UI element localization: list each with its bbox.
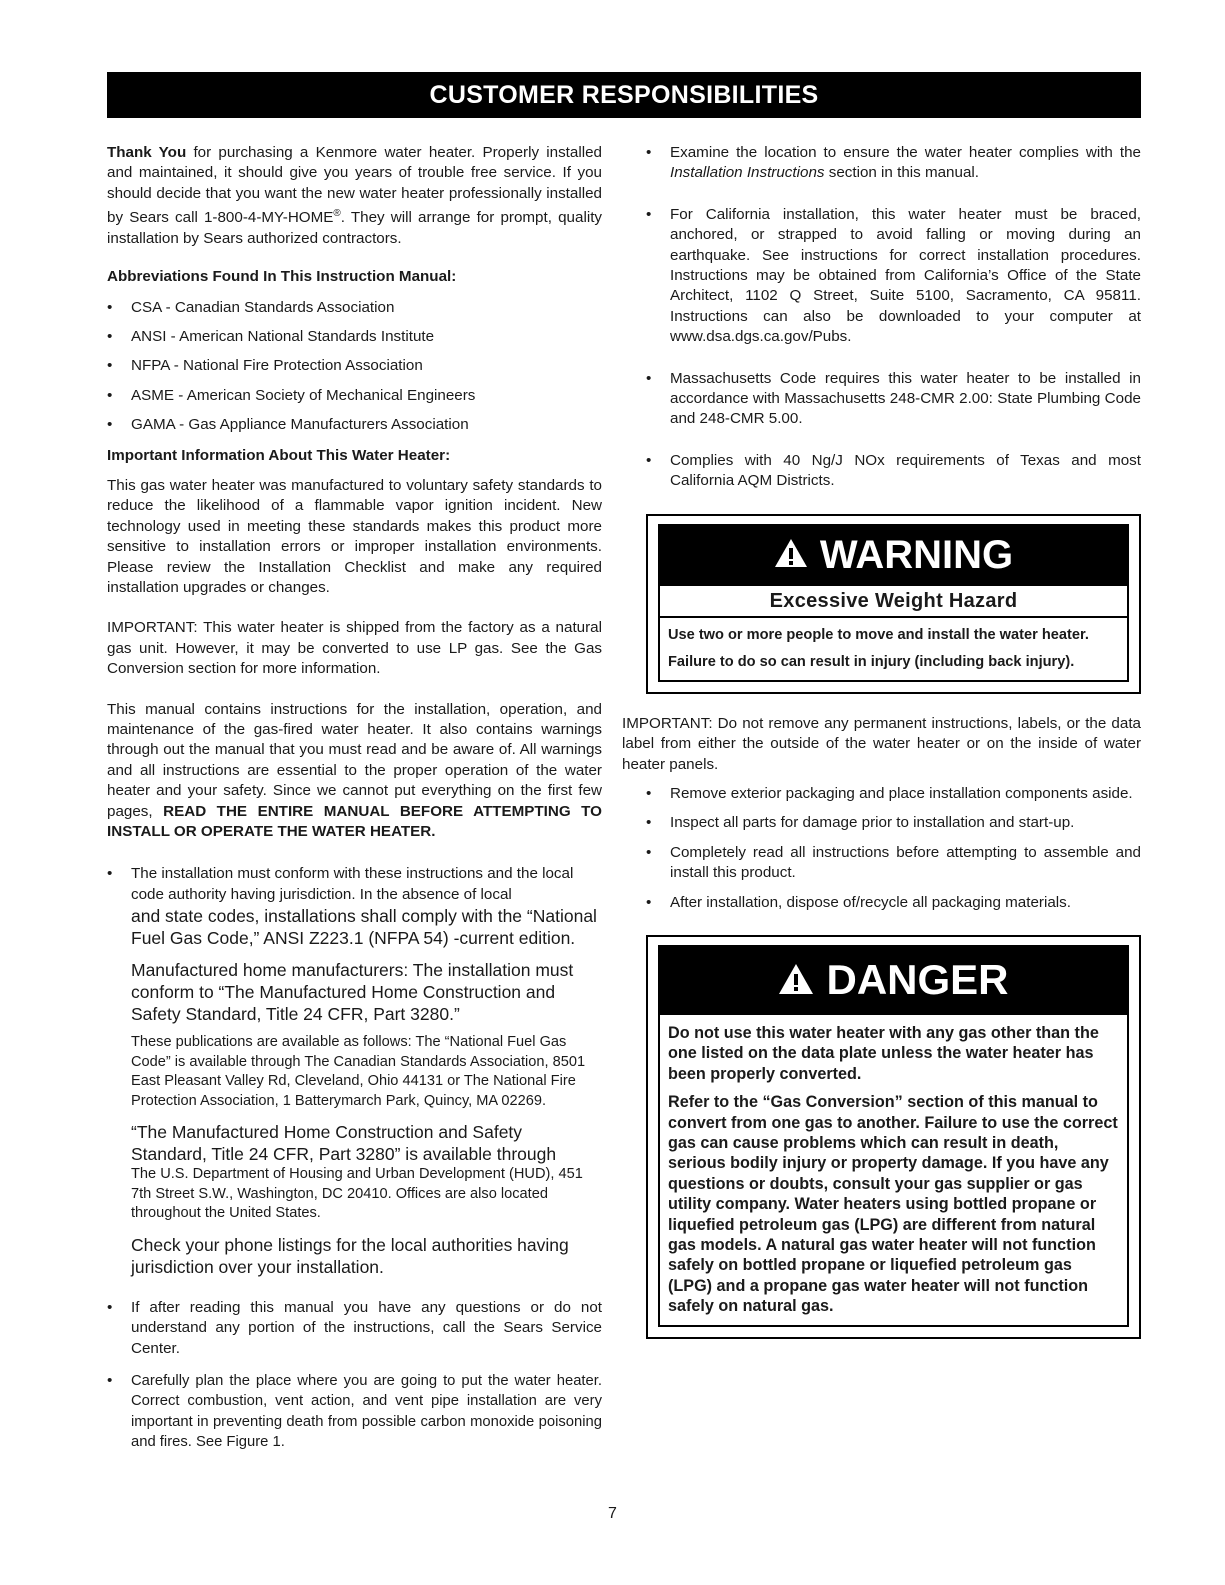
danger-title: DANGER [826, 955, 1009, 1003]
bullet-icon: • [107, 1298, 113, 1316]
list-item: • Carefully plan the place where you are going to put the water heater. Correct combustion, vent action, and vent pipe installation are very important in preventing death from possible carbon monoxide poisoning and fires. See Figure 1. [107, 1371, 602, 1451]
intro-paragraph [107, 143, 602, 249]
danger-title-bar [658, 945, 1129, 1015]
bullet-icon: • [646, 814, 652, 832]
intro-text: for purchasing a Kenmore water heater. Properly installed and maintained, it should give you years of trouble free service. If you should decide that you want the new water heater professionally installed by Sears call 1-800-4-MY-HOME [107, 144, 602, 227]
bullet-icon: • [107, 357, 113, 375]
list-item: • If after reading this manual you have any questions or do not understand any portion of the instructions, call the Sears Service Center. [107, 1298, 602, 1357]
warning-body [658, 618, 1129, 682]
list-item: • After installation, dispose of/recycle all packaging materials. [646, 893, 1141, 913]
right-bullet-list [646, 143, 1141, 492]
list-item: • CSA - Canadian Standards Association [107, 298, 602, 318]
warning-line-2: Failure to do so can result in injury (including back injury). [668, 653, 1075, 670]
intro-lead: Thank You [107, 144, 187, 161]
section-title: CUSTOMER RESPONSIBILITIES [429, 81, 819, 109]
left-bullet-list [107, 864, 602, 1452]
danger-paragraph-1: Do not use this water heater with any gas other than the one listed on the data plate unless the water heater has been properly converted. [668, 1023, 1099, 1083]
list-item: • GAMA - Gas Appliance Manufacturers Association [107, 415, 602, 435]
list-item: • Completely read all instructions before attempting to assemble and install this product. [646, 843, 1141, 882]
warning-title: WARNING [819, 532, 1014, 577]
important-info-p3-bold: READ THE ENTIRE MANUAL BEFORE ATTEMPTING TO INSTALL OR OPERATE THE WATER HEATER. [107, 802, 602, 841]
important-info-p1: This gas water heater was manufactured to voluntary safety standards to reduce the likelihood of a flammable vapor ignition incident. New technology used in meeting these standards makes this product more sensitive to installation errors or improper installation environments. Please review the Installation Checklist and make any required installation upgrades or changes. [107, 476, 602, 596]
list-item: • For California installation, this water heater must be braced, anchored, or strapped to avoid falling or moving during an earthquake. See instructions for correct installation procedures. Instructions may be obtained from California’s Office of the State Architect, 1102 Q Street, Suite 5100, Sacramento, CA 95811. Instructions can also be downloaded to your computer at www.dsa.dgs.ca.gov/Pubs. [646, 205, 1141, 346]
warning-box [646, 514, 1141, 694]
registered-mark: ® [333, 208, 341, 220]
bullet-icon: • [646, 784, 652, 802]
bullet-icon: • [646, 451, 652, 469]
bullet-icon: • [107, 865, 113, 883]
bullet-icon: • [107, 1371, 113, 1389]
list-item: • Examine the location to ensure the water heater complies with the Installation Instructions section in this manual. [646, 144, 1141, 182]
important-info-p2: IMPORTANT: This water heater is shipped from the factory as a natural gas unit. However, it may be converted to use LP gas. See the Gas Conversion section for more information. [107, 619, 602, 678]
packaging-list [646, 784, 1141, 913]
bullet-icon: • [646, 205, 652, 223]
list-item: • Remove exterior packaging and place installation components aside. [646, 784, 1141, 804]
bullet-icon: • [107, 298, 113, 316]
important-labels-paragraph: IMPORTANT: Do not remove any permanent instructions, labels, or the data label from either the outside of the water heater or on the inside of water heater panels. [622, 714, 1141, 773]
important-info-heading: Important Information About This Water Heater: [107, 446, 451, 464]
list-item: • Inspect all parts for damage prior to installation and start-up. [646, 813, 1141, 833]
danger-paragraph-2: Refer to the “Gas Conversion” section of this manual to convert from one gas to another. Failure to use the correct gas can cause problems which can result in death, serious bodily injury or property damage. If you have any questions or doubts, consult your gas supplier or gas utility company. Water heaters using bottled propane or liquefied petroleum gas (LPG) are different from natural gas models. A natural gas water heater will not function safely on bottled propane or liquefied petroleum gas (LPG) and a propane gas water heater will not function safely on natural gas. [668, 1093, 1118, 1316]
danger-box [646, 935, 1141, 1339]
warning-triangle-icon [774, 538, 808, 568]
bullet-icon: • [646, 369, 652, 387]
list-item: • ANSI - American National Standards Institute [107, 327, 602, 347]
bullet-icon: • [646, 893, 652, 911]
bullet-icon: • [646, 144, 652, 161]
bullet-icon: • [107, 386, 113, 404]
right-column [622, 143, 1141, 1339]
warning-subtitle: Excessive Weight Hazard [658, 586, 1129, 618]
section-header [107, 72, 1141, 118]
list-item: • NFPA - National Fire Protection Association [107, 356, 602, 376]
bullet-icon: • [107, 416, 113, 434]
intro-text-2: . They will arrange for prompt, quality installation by Sears authorized contractors. [107, 209, 603, 247]
warning-triangle-icon [778, 963, 814, 995]
list-item: • Massachusetts Code requires this water heater to be installed in accordance with Massachusetts 248-CMR 2.00: State Plumbing Code and 248-CMR 5.00. [646, 369, 1141, 428]
list-item: • Complies with 40 Ng/J NOx requirements of Texas and most California AQM Districts. [646, 451, 1141, 490]
abbreviations-list [107, 298, 602, 436]
list-item: • The installation must conform with these instructions and the local code authority having jurisdiction. In the absence of local and state codes, installations shall comply with the “National Fuel Gas Code,” ANSI Z223.1 (NFPA 54) -current edition. Manufactured home manufacturers: The installation must conform to “The Manufactured Home Construction and Safety Standard, Title 24 CFR, Part 3280.” These publications are available as follows: The “National Fuel Gas Code” is available through The Canadian Standards Association, 8501 East Pleasant Valley Rd, Cleveland, Ohio 44131 or The National Fire Protection Association, 1 Batterymarch Park, Quincy, MA 02269. “The Manufactured Home Construction and Safety Standard, Title 24 CFR, Part 3280” is available through The U.S. Department of Housing and Urban Development (HUD), 451 7th Street S.W., Washington, DC 20410. Offices are also located throughout the United States. Check your phone listings for the local authorities having jurisdiction over your installation. [107, 865, 597, 1277]
warning-title-bar [658, 524, 1129, 586]
danger-body [658, 1015, 1129, 1327]
page-number: 7 [608, 1505, 617, 1522]
abbreviations-heading: Abbreviations Found In This Instruction Manual: [107, 268, 457, 286]
bullet-icon: • [107, 327, 113, 345]
warning-line-1: Use two or more people to move and install the water heater. [668, 626, 1089, 643]
bullet-icon: • [646, 843, 652, 861]
list-item: • ASME - American Society of Mechanical Engineers [107, 386, 602, 406]
left-column [107, 143, 602, 1453]
important-info-p3: This manual contains instructions for the installation, operation, and maintenance of the gas-fired water heater. It also contains warnings through out the manual that you must read and be aware of. All warnings and all instructions are essential to the proper operation of the water heater and your safety. Since we cannot put everything on the first few pages, READ THE ENTIRE MANUAL BEFORE ATTEMPTING TO INSTALL OR OPERATE THE WATER HEATER. [107, 700, 602, 841]
